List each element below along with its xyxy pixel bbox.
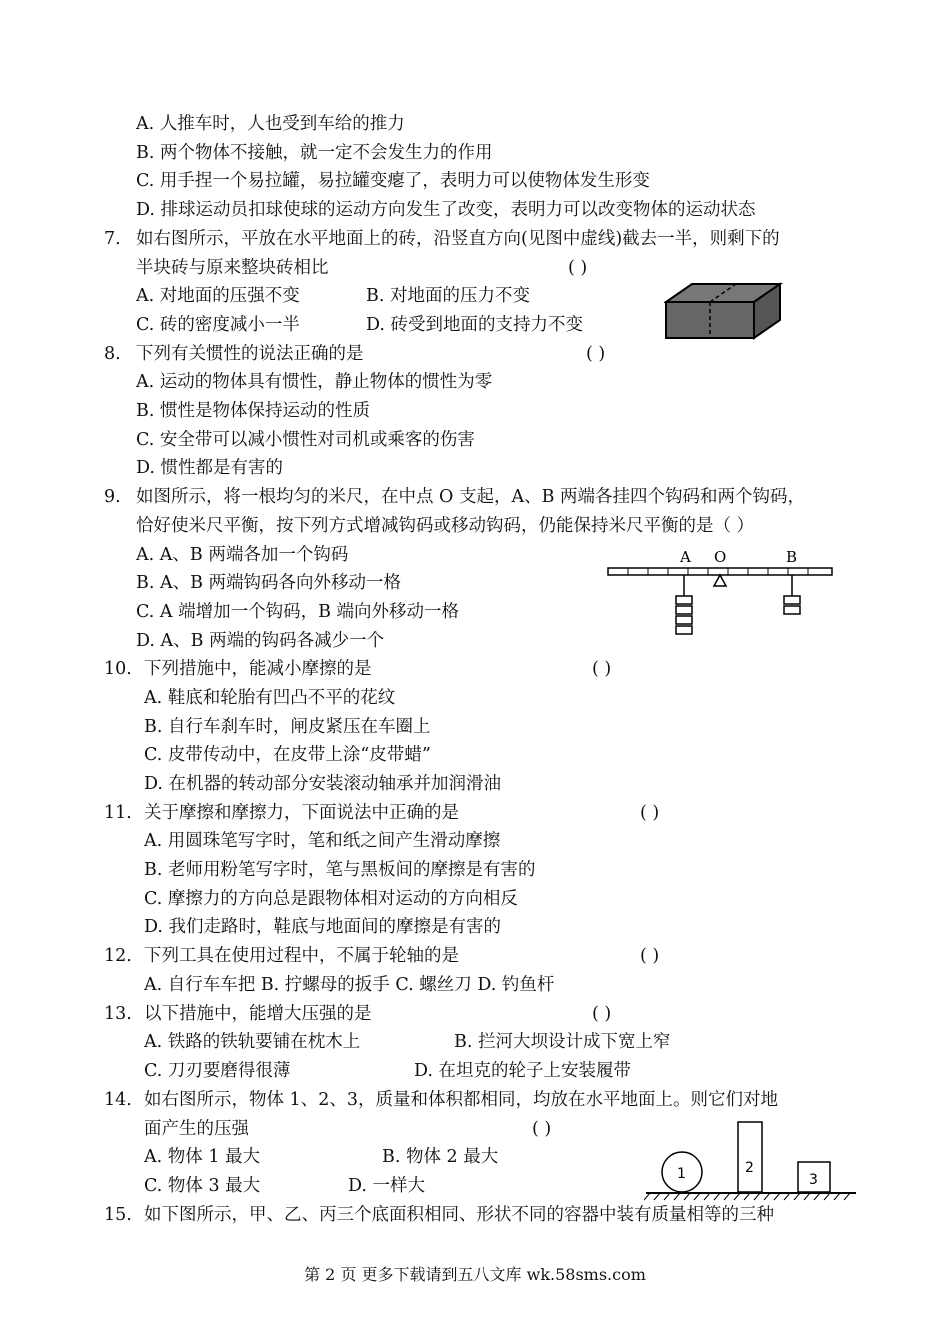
q14-option-d: D. 一样大 bbox=[348, 1176, 426, 1196]
q11-option-b: B. 老师用粉笔写字时，笔与黑板间的摩擦是有害的 bbox=[144, 860, 536, 880]
q11-option-a: A. 用圆珠笔写字时，笔和纸之间产生滑动摩擦 bbox=[144, 831, 501, 851]
q13-option-a: A. 铁路的铁轨要铺在枕木上 bbox=[144, 1032, 361, 1052]
q14-number: 14. bbox=[104, 1090, 132, 1110]
q15-number: 15. bbox=[104, 1205, 132, 1225]
q13-stem: 以下措施中，能增大压强的是 bbox=[144, 1004, 372, 1024]
q14-option-c: C. 物体 3 最大 bbox=[144, 1176, 261, 1196]
q12-stem: 下列工具在使用过程中，不属于轮轴的是 bbox=[144, 946, 459, 966]
q7-number: 7. bbox=[104, 229, 121, 249]
q8-number: 8. bbox=[104, 344, 121, 364]
q10-number: 10. bbox=[104, 659, 132, 679]
q7-stem-line2: 半块砖与原来整块砖相比 bbox=[136, 258, 329, 278]
q9-option-c: C. A 端增加一个钩码，B 端向外移动一格 bbox=[136, 602, 460, 622]
q14-option-a: A. 物体 1 最大 bbox=[144, 1147, 261, 1167]
brick-figure bbox=[664, 280, 784, 342]
q7-stem-line1: 如右图所示，平放在水平地面上的砖，沿竖直方向(见图中虚线)截去一半，则剩下的 bbox=[136, 229, 780, 249]
q13-number: 13. bbox=[104, 1004, 132, 1024]
q12-number: 12. bbox=[104, 946, 132, 966]
q13-option-c: C. 刀刃要磨得很薄 bbox=[144, 1061, 291, 1081]
q9-stem-line1: 如图所示，将一根均匀的米尺，在中点 O 支起，A、B 两端各挂四个钩码和两个钩码， bbox=[136, 487, 806, 507]
q7-option-a: A. 对地面的压强不变 bbox=[136, 286, 300, 306]
q8-option-d: D. 惯性都是有害的 bbox=[136, 458, 284, 478]
q6-option-d: D. 排球运动员扣球使球的运动方向发生了改变，表明力可以改变物体的运动状态 bbox=[136, 200, 756, 220]
q6-option-a: A. 人推车时，人也受到车给的推力 bbox=[136, 114, 405, 134]
lever-label-o: O bbox=[714, 548, 727, 566]
q7-answer-paren: ( ) bbox=[568, 258, 588, 278]
q7-option-b: B. 对地面的压力不变 bbox=[366, 286, 530, 306]
q13-answer-paren: ( ) bbox=[592, 1004, 612, 1024]
object-3-label: 3 bbox=[809, 1172, 818, 1188]
q9-option-d: D. A、B 两端的钩码各减少一个 bbox=[136, 631, 385, 651]
q14-option-b: B. 物体 2 最大 bbox=[382, 1147, 499, 1167]
q14-answer-paren: ( ) bbox=[532, 1119, 552, 1139]
q12-options: A. 自行车车把 B. 拧螺母的扳手 C. 螺丝刀 D. 钓鱼杆 bbox=[144, 975, 555, 995]
q14-stem-line1: 如右图所示，物体 1、2、3，质量和体积都相同，均放在水平地面上。则它们对地 bbox=[144, 1090, 778, 1110]
q9-option-b: B. A、B 两端钩码各向外移动一格 bbox=[136, 573, 402, 593]
q8-option-a: A. 运动的物体具有惯性，静止物体的惯性为零 bbox=[136, 372, 493, 392]
q10-stem: 下列措施中，能减小摩擦的是 bbox=[144, 659, 372, 679]
q14-stem-line2: 面产生的压强 bbox=[144, 1119, 249, 1139]
q10-option-c: C. 皮带传动中，在皮带上涂“皮带蜡” bbox=[144, 745, 431, 765]
q12-answer-paren: ( ) bbox=[640, 946, 660, 966]
q11-answer-paren: ( ) bbox=[640, 803, 660, 823]
q10-option-d: D. 在机器的转动部分安装滚动轴承并加润滑油 bbox=[144, 774, 502, 794]
lever-label-a: A bbox=[680, 548, 691, 566]
page-footer: 第 2 页 更多下载请到五八文库 wk.58sms.com bbox=[304, 1265, 646, 1284]
q13-option-b: B. 拦河大坝设计成下宽上窄 bbox=[454, 1032, 671, 1052]
q10-answer-paren: ( ) bbox=[592, 659, 612, 679]
meter-stick-lever-figure bbox=[604, 544, 836, 640]
q13-option-d: D. 在坦克的轮子上安装履带 bbox=[414, 1061, 632, 1081]
q6-option-b: B. 两个物体不接触，就一定不会发生力的作用 bbox=[136, 143, 493, 163]
q8-answer-paren: ( ) bbox=[586, 344, 606, 364]
q11-option-d: D. 我们走路时，鞋底与地面间的摩擦是有害的 bbox=[144, 917, 502, 937]
q11-stem: 关于摩擦和摩擦力，下面说法中正确的是 bbox=[144, 803, 459, 823]
q11-option-c: C. 摩擦力的方向总是跟物体相对运动的方向相反 bbox=[144, 889, 518, 909]
q8-option-c: C. 安全带可以减小惯性对司机或乘客的伤害 bbox=[136, 430, 475, 450]
object-1-label: 1 bbox=[677, 1166, 686, 1182]
q10-option-a: A. 鞋底和轮胎有凹凸不平的花纹 bbox=[144, 688, 396, 708]
q7-option-c: C. 砖的密度减小一半 bbox=[136, 315, 300, 335]
lever-label-b: B bbox=[786, 548, 798, 566]
q9-option-a: A. A、B 两端各加一个钩码 bbox=[136, 545, 349, 565]
q6-option-c: C. 用手捏一个易拉罐，易拉罐变瘪了，表明力可以使物体发生形变 bbox=[136, 171, 650, 191]
q10-option-b: B. 自行车刹车时，闸皮紧压在车圈上 bbox=[144, 717, 431, 737]
q9-number: 9. bbox=[104, 487, 121, 507]
object-2-label: 2 bbox=[745, 1160, 754, 1176]
q7-option-d: D. 砖受到地面的支持力不变 bbox=[366, 315, 584, 335]
pressure-objects-figure bbox=[644, 1118, 860, 1202]
q11-number: 11. bbox=[104, 803, 132, 823]
q8-option-b: B. 惯性是物体保持运动的性质 bbox=[136, 401, 370, 421]
q8-stem: 下列有关惯性的说法正确的是 bbox=[136, 344, 364, 364]
q9-stem-line2: 恰好使米尺平衡，按下列方式增减钩码或移动钩码，仍能保持米尺平衡的是（ ） bbox=[136, 516, 755, 536]
q15-stem: 如下图所示，甲、乙、丙三个底面积相同、形状不同的容器中装有质量相等的三种 bbox=[144, 1205, 774, 1225]
